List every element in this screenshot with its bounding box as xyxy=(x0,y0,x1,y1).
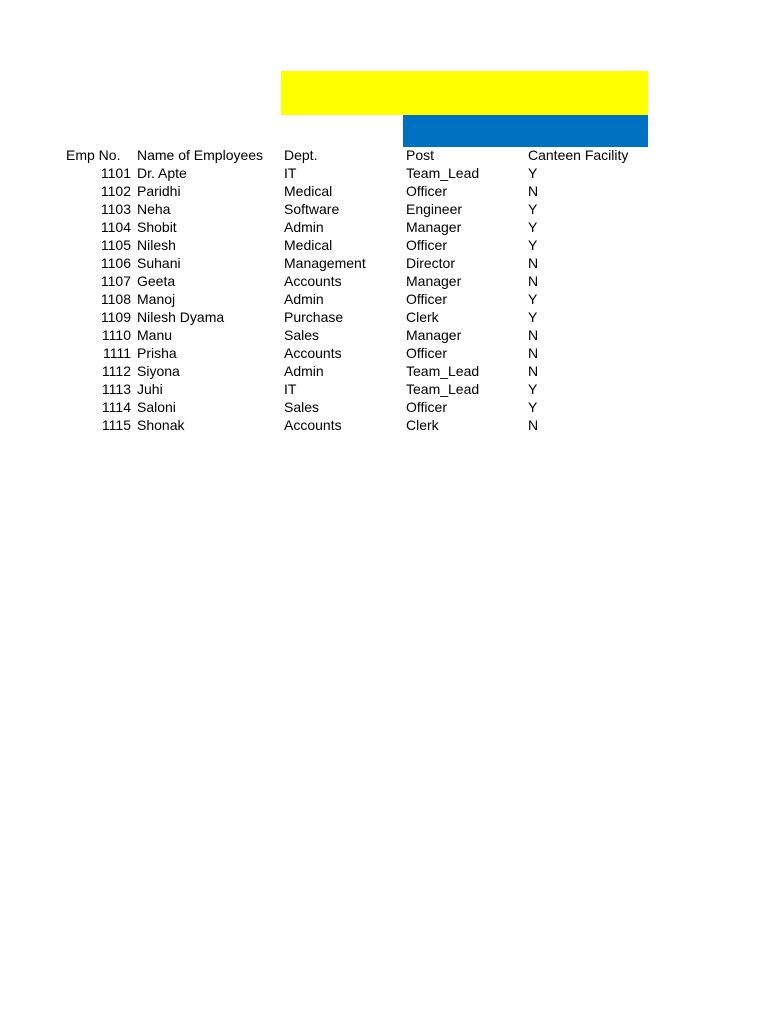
subtitle-band xyxy=(403,115,648,147)
cell-dept: Admin xyxy=(284,219,324,235)
cell-canteen: Y xyxy=(528,291,538,307)
cell-canteen: N xyxy=(528,255,539,271)
cell-name: Siyona xyxy=(137,363,180,379)
cell-dept: Admin xyxy=(284,363,324,379)
cell-emp-no: 1112 xyxy=(101,363,131,379)
cell-emp-no: 1102 xyxy=(100,183,131,199)
cell-post: Officer xyxy=(406,291,447,307)
cell-name: Suhani xyxy=(137,255,181,271)
cell-emp-no: 1109 xyxy=(100,309,131,325)
cell-canteen: Y xyxy=(528,237,538,253)
title-band xyxy=(281,71,648,115)
cell-post: Officer xyxy=(406,183,447,199)
cell-name: Prisha xyxy=(137,345,177,361)
cell-dept: Accounts xyxy=(284,345,342,361)
cell-name: Paridhi xyxy=(137,183,181,199)
cell-canteen: Y xyxy=(528,381,538,397)
cell-canteen: Y xyxy=(528,219,538,235)
cell-post: Officer xyxy=(406,399,447,415)
cell-canteen: N xyxy=(528,363,539,379)
cell-dept: Accounts xyxy=(284,417,342,433)
header-dept: Dept. xyxy=(284,147,318,163)
cell-post: Engineer xyxy=(406,201,463,217)
cell-canteen: Y xyxy=(528,165,538,181)
cell-canteen: N xyxy=(528,327,539,343)
cell-name: Shonak xyxy=(137,417,185,433)
cell-emp-no: 1104 xyxy=(100,219,131,235)
cell-name: Dr. Apte xyxy=(137,165,187,181)
cell-post: Team_Lead xyxy=(406,363,480,379)
cell-canteen: N xyxy=(528,345,539,361)
cell-emp-no: 1111 xyxy=(102,345,131,361)
cell-name: Manoj xyxy=(137,291,176,307)
cell-dept: Admin xyxy=(284,291,324,307)
cell-post: Officer xyxy=(406,345,447,361)
cell-emp-no: 1107 xyxy=(100,273,131,289)
cell-name: Manu xyxy=(137,327,173,343)
cell-name: Saloni xyxy=(137,399,176,415)
cell-emp-no: 1103 xyxy=(100,201,131,217)
cell-canteen: Y xyxy=(528,399,538,415)
cell-dept: Software xyxy=(284,201,340,217)
cell-emp-no: 1106 xyxy=(100,255,131,271)
cell-dept: Sales xyxy=(284,399,320,415)
cell-emp-no: 1115 xyxy=(101,417,131,433)
cell-post: Team_Lead xyxy=(406,165,480,181)
cell-dept: Medical xyxy=(284,237,333,253)
cell-post: Team_Lead xyxy=(406,381,480,397)
cell-name: Neha xyxy=(137,201,171,217)
cell-emp-no: 1113 xyxy=(101,381,131,397)
cell-name: Juhi xyxy=(137,381,163,397)
cell-name: Nilesh Dyama xyxy=(137,309,225,325)
cell-dept: Medical xyxy=(284,183,333,199)
cell-dept: Management xyxy=(284,255,366,271)
cell-emp-no: 1108 xyxy=(100,291,131,307)
cell-canteen: N xyxy=(528,183,539,199)
cell-post: Officer xyxy=(406,237,447,253)
cell-post: Manager xyxy=(406,219,462,235)
cell-post: Director xyxy=(406,255,456,271)
cell-dept: Sales xyxy=(284,327,320,343)
cell-post: Clerk xyxy=(406,417,439,433)
cell-emp-no: 1101 xyxy=(100,165,131,181)
cell-canteen: Y xyxy=(528,201,538,217)
cell-name: Geeta xyxy=(137,273,176,289)
cell-dept: IT xyxy=(284,165,297,181)
cell-canteen: N xyxy=(528,273,539,289)
header-canteen: Canteen Facility xyxy=(528,147,629,163)
cell-emp-no: 1105 xyxy=(100,237,131,253)
cell-post: Clerk xyxy=(406,309,439,325)
header-emp-no: Emp No. xyxy=(66,147,121,163)
header-name: Name of Employees xyxy=(137,147,264,163)
cell-canteen: N xyxy=(528,417,539,433)
cell-post: Manager xyxy=(406,273,462,289)
cell-emp-no: 1114 xyxy=(101,399,131,415)
cell-post: Manager xyxy=(406,327,462,343)
cell-emp-no: 1110 xyxy=(101,327,131,343)
cell-dept: IT xyxy=(284,381,297,397)
header-post: Post xyxy=(406,147,435,163)
cell-dept: Accounts xyxy=(284,273,342,289)
cell-name: Nilesh xyxy=(137,237,176,253)
cell-name: Shobit xyxy=(137,219,177,235)
cell-canteen: Y xyxy=(528,309,538,325)
cell-dept: Purchase xyxy=(284,309,344,325)
